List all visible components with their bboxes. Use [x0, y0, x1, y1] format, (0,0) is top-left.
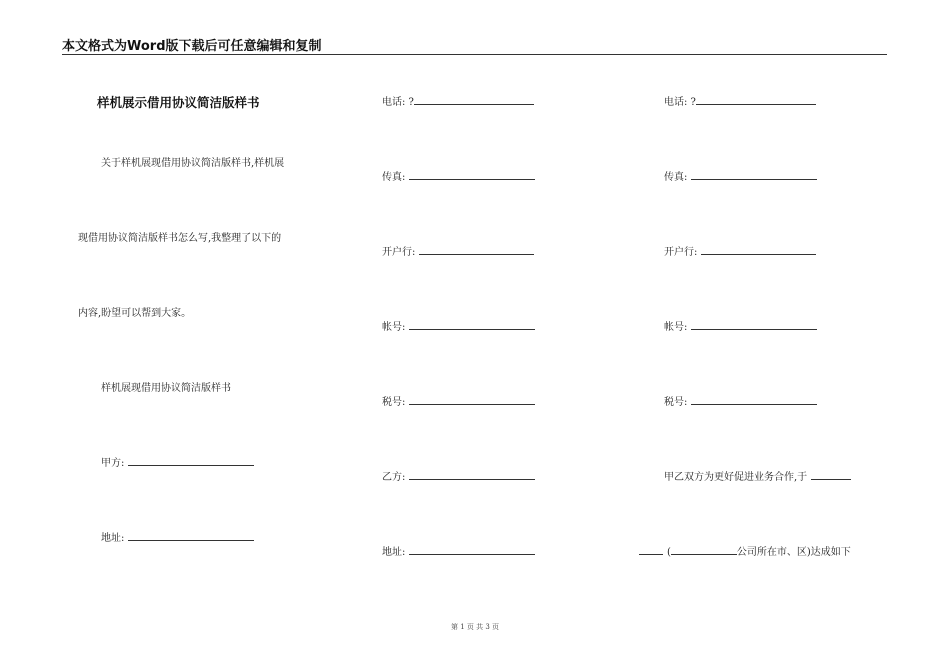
fax-row-b	[664, 168, 817, 183]
tax-label-b: 税号:	[664, 397, 688, 408]
agreement-place-blank-2	[671, 544, 737, 555]
agreement-place-blank-1	[639, 544, 663, 555]
intro-line-1: 关于样机展现借用协议简洁版样书,样机展	[101, 158, 285, 169]
agreement-paren-open: (	[667, 547, 671, 558]
fax-blank-b	[691, 169, 817, 180]
address-label-a: 地址:	[101, 533, 125, 544]
phone-blank-a	[414, 94, 534, 105]
column-left	[0, 0, 340, 672]
party-a-label: 甲方:	[101, 458, 125, 469]
agreement-text-2: 公司所在市、区)达成如下	[736, 547, 851, 558]
intro-line-2: 现借用协议简洁版样书怎么写,我整理了以下的	[78, 233, 282, 244]
column-right	[630, 0, 950, 672]
account-blank-a	[409, 319, 535, 330]
agreement-line-2	[639, 543, 851, 558]
tax-row-a	[382, 393, 535, 408]
tax-label-a: 税号:	[382, 397, 406, 408]
address-blank-b	[409, 544, 535, 555]
party-a-blank	[128, 455, 254, 466]
intro-line-3: 内容,盼望可以帮到大家。	[78, 308, 192, 319]
address-row-a	[101, 529, 254, 544]
subtitle: 样机展现借用协议简洁版样书	[101, 383, 231, 394]
bank-blank-a	[419, 244, 534, 255]
fax-label-b: 传真:	[664, 172, 688, 183]
tax-blank-a	[409, 394, 535, 405]
party-b-row	[382, 468, 535, 483]
party-a-row	[101, 454, 254, 469]
party-b-blank	[409, 469, 535, 480]
tax-row-b	[664, 393, 817, 408]
header-text: 本文格式为Word版下载后可任意编辑和复制	[62, 39, 322, 54]
account-row-a	[382, 318, 535, 333]
fax-row-a	[382, 168, 535, 183]
phone-label-b: 电话: ?	[664, 97, 696, 108]
agreement-text-1: 甲乙双方为更好促进业务合作,于	[664, 472, 808, 483]
phone-label-a: 电话: ?	[382, 97, 414, 108]
agreement-date-blank	[811, 469, 851, 480]
bank-row-a	[382, 243, 534, 258]
bank-blank-b	[701, 244, 816, 255]
agreement-line-1	[664, 468, 851, 483]
account-blank-b	[691, 319, 817, 330]
account-row-b	[664, 318, 817, 333]
address-blank-a	[128, 530, 254, 541]
bank-label-a: 开户行:	[382, 247, 416, 258]
fax-label-a: 传真:	[382, 172, 406, 183]
tax-blank-b	[691, 394, 817, 405]
column-middle	[340, 0, 630, 672]
address-label-b: 地址:	[382, 547, 406, 558]
party-b-label: 乙方:	[382, 472, 406, 483]
phone-blank-b	[696, 94, 816, 105]
page-footer: 第 1 页 共 3 页	[450, 623, 500, 631]
fax-blank-a	[409, 169, 535, 180]
phone-row-a	[382, 93, 534, 108]
bank-label-b: 开户行:	[664, 247, 698, 258]
account-label-a: 帐号:	[382, 322, 406, 333]
account-label-b: 帐号:	[664, 322, 688, 333]
phone-row-b	[664, 93, 816, 108]
document-title: 样机展示借用协议简洁版样书	[97, 95, 260, 110]
bank-row-b	[664, 243, 816, 258]
address-row-b	[382, 543, 535, 558]
